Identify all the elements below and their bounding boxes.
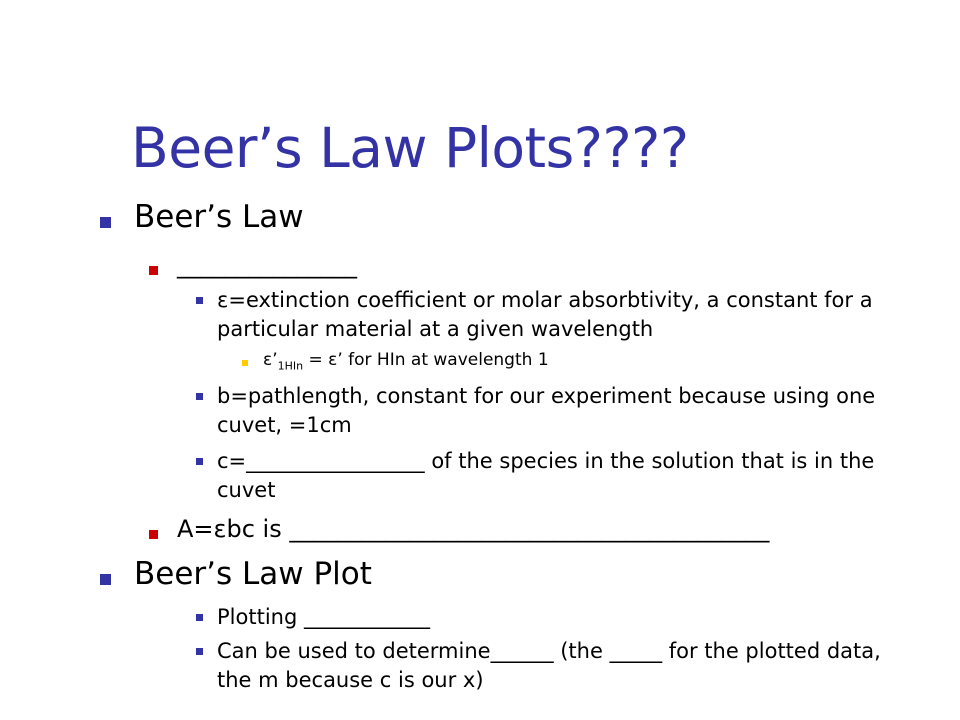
pathlength-definition: b=pathlength, constant for our experiment because using one cuvet, =1cm <box>217 384 876 437</box>
blank-answer-line: _______________ <box>177 251 357 279</box>
plotting-line: Plotting ____________ <box>217 605 430 629</box>
bullet-square-icon <box>100 217 111 228</box>
section-heading-beers-law: Beer’s Law <box>134 199 304 235</box>
bullet-square-icon <box>196 648 203 655</box>
epsilon-definition: ε=extinction coefficient or molar absorbtivity, a constant for a particular material at a given wavelength <box>217 288 873 341</box>
concentration-definition: c=_________________ of the species in the solution that is in the cuvet <box>217 449 875 502</box>
bullet-square-icon <box>149 266 158 275</box>
determine-line: Can be used to determine______ (the _____ for the plotted data, the m because c is our x) <box>217 639 881 692</box>
bullet-square-icon <box>196 297 203 304</box>
epsilon-hin-subscript: 1HIn <box>277 359 304 373</box>
beers-law-equation: A=εbc is ________________________________________ <box>177 515 770 543</box>
epsilon-hin-post: = ε’ for HIn at wavelength 1 <box>303 350 549 370</box>
epsilon-hin-note <box>263 350 549 372</box>
epsilon-hin-pre: ε’ <box>263 350 278 370</box>
bullet-square-icon <box>242 360 248 366</box>
bullet-square-icon <box>100 574 111 585</box>
bullet-square-icon <box>149 530 158 539</box>
page-title: Beer’s Law Plots???? <box>131 116 689 180</box>
section-heading-beers-law-plot: Beer’s Law Plot <box>134 556 372 592</box>
bullet-square-icon <box>196 458 203 465</box>
bullet-square-icon <box>196 614 203 621</box>
bullet-square-icon <box>196 393 203 400</box>
